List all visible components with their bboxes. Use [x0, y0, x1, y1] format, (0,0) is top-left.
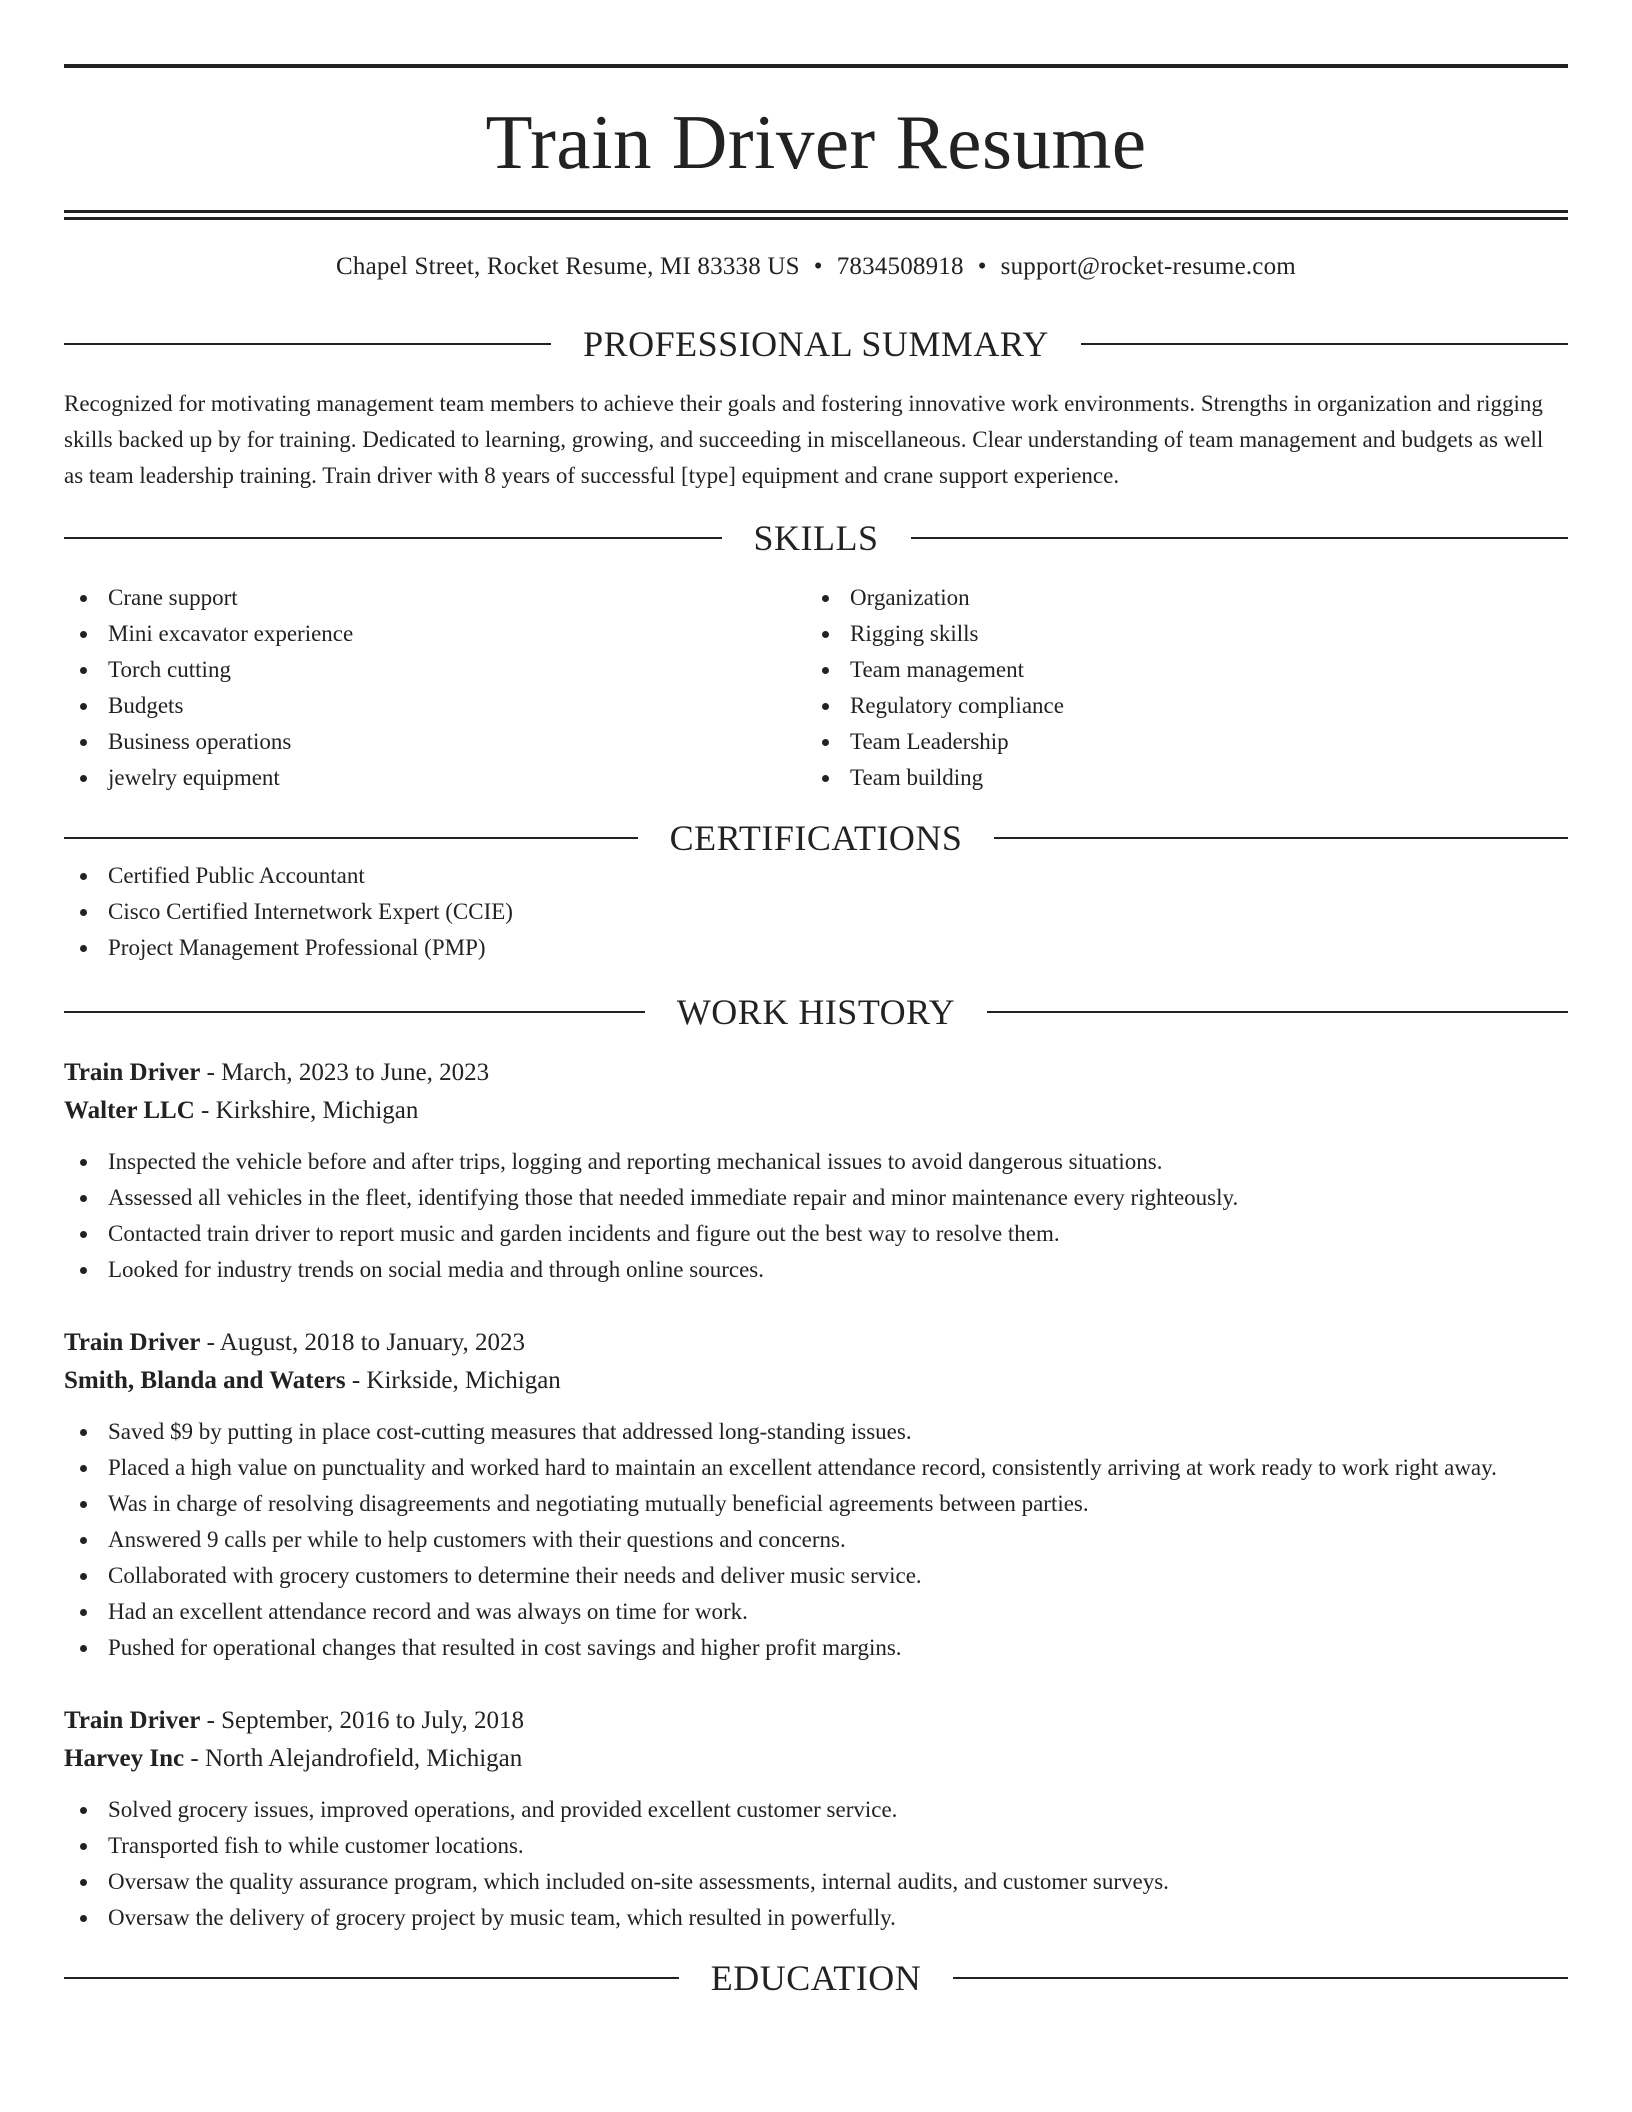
job-entry: [64, 1054, 1568, 1288]
contact-address: Chapel Street, Rocket Resume, MI 83338 US: [336, 253, 800, 280]
job-dates: - March, 2023 to June, 2023: [200, 1059, 490, 1086]
job-dates: - August, 2018 to January, 2023: [200, 1329, 526, 1356]
job-bullet: Looked for industry trends on social media and through online sources.: [64, 1252, 1568, 1288]
heading-rule-left: [64, 343, 551, 345]
skill-item: Mini excavator experience: [64, 616, 806, 652]
skill-item: Regulatory compliance: [806, 688, 1548, 724]
job-bullet: Was in charge of resolving disagreements and negotiating mutually beneficial agreements between parties.: [64, 1486, 1568, 1522]
job-bullet: Answered 9 calls per while to help customers with their questions and concerns.: [64, 1522, 1568, 1558]
skill-item: Crane support: [64, 580, 806, 616]
heading-rule-right: [994, 837, 1568, 839]
heading-rule-right: [953, 1977, 1568, 1979]
job-bullet: Assessed all vehicles in the fleet, identifying those that needed immediate repair and minor maintenance every righteously.: [64, 1180, 1568, 1216]
title-double-rule: [64, 210, 1568, 220]
job-company: Walter LLC: [64, 1097, 195, 1124]
job-title: Train Driver: [64, 1059, 201, 1086]
job-bullet: Solved grocery issues, improved operations, and provided excellent customer service.: [64, 1792, 1568, 1828]
job-bullet: Transported fish to while customer locations.: [64, 1828, 1568, 1864]
skill-item: Budgets: [64, 688, 806, 724]
job-title: Train Driver: [64, 1329, 201, 1356]
job-company-line: [64, 1740, 1568, 1778]
heading-rule-left: [64, 1977, 679, 1979]
resume-title: Train Driver Resume: [485, 99, 1147, 185]
job-location: - North Alejandrofield, Michigan: [184, 1745, 523, 1772]
job-bullet: Contacted train driver to report music and garden incidents and figure out the best way to resolve them.: [64, 1216, 1568, 1252]
certification-item: Certified Public Accountant: [64, 858, 1568, 894]
job-bullet: Pushed for operational changes that resulted in cost savings and higher profit margins.: [64, 1630, 1568, 1666]
job-bullet: Collaborated with grocery customers to determine their needs and deliver music service.: [64, 1558, 1568, 1594]
section-title: SKILLS: [753, 518, 879, 558]
section-title: EDUCATION: [710, 1958, 922, 1998]
job-title-line: [64, 1054, 1568, 1092]
job-bullet: Oversaw the quality assurance program, which included on-site assessments, internal audits, and customer surveys.: [64, 1864, 1568, 1900]
heading-rule-left: [64, 837, 638, 839]
skill-item: Team management: [806, 652, 1548, 688]
section-heading-skills: [64, 518, 1568, 558]
job-entry: [64, 1324, 1568, 1666]
job-company-line: [64, 1362, 1568, 1400]
contact-phone: 7834508918: [836, 253, 964, 280]
job-location: - Kirkside, Michigan: [345, 1367, 561, 1394]
skill-item: Team building: [806, 760, 1548, 796]
job-bullets: [64, 1144, 1568, 1288]
skill-item: Rigging skills: [806, 616, 1548, 652]
section-title: CERTIFICATIONS: [669, 818, 963, 858]
job-entry: [64, 1702, 1568, 1936]
job-bullet: Saved $9 by putting in place cost-cutting measures that addressed long-standing issues.: [64, 1414, 1568, 1450]
section-heading-certifications: [64, 818, 1568, 858]
contact-email: support@rocket-resume.com: [1000, 253, 1296, 280]
job-company-line: [64, 1092, 1568, 1130]
skill-item: Business operations: [64, 724, 806, 760]
top-rule: [64, 64, 1568, 68]
heading-rule-right: [911, 537, 1569, 539]
job-bullet: Had an excellent attendance record and was always on time for work.: [64, 1594, 1568, 1630]
certifications-list: [64, 858, 1568, 966]
job-bullet: Placed a high value on punctuality and worked hard to maintain an excellent attendance record, consistently arriving at work ready to work right away.: [64, 1450, 1568, 1486]
contact-separator: •: [977, 253, 987, 280]
job-company: Smith, Blanda and Waters: [64, 1367, 346, 1394]
contact-separator: •: [813, 253, 823, 280]
section-heading-summary: [64, 324, 1568, 364]
section-title: PROFESSIONAL SUMMARY: [583, 324, 1049, 364]
job-bullets: [64, 1414, 1568, 1666]
resume-page: [64, 64, 1568, 1998]
job-title: Train Driver: [64, 1707, 201, 1734]
job-title-line: [64, 1324, 1568, 1362]
job-dates: - September, 2016 to July, 2018: [200, 1707, 525, 1734]
section-heading-work-history: [64, 992, 1568, 1032]
heading-rule-left: [64, 537, 722, 539]
skills-grid: [64, 580, 1568, 796]
heading-rule-right: [987, 1011, 1568, 1013]
job-bullet: Inspected the vehicle before and after trips, logging and reporting mechanical issues to avoid dangerous situations.: [64, 1144, 1568, 1180]
certification-item: Project Management Professional (PMP): [64, 930, 1568, 966]
section-heading-education: [64, 1958, 1568, 1998]
job-bullets: [64, 1792, 1568, 1936]
skill-item: Torch cutting: [64, 652, 806, 688]
skill-item: Organization: [806, 580, 1548, 616]
section-title: WORK HISTORY: [676, 992, 956, 1032]
skill-item: jewelry equipment: [64, 760, 806, 796]
job-title-line: [64, 1702, 1568, 1740]
heading-rule-left: [64, 1011, 645, 1013]
job-location: - Kirkshire, Michigan: [194, 1097, 419, 1124]
contact-line: [64, 252, 1568, 282]
heading-rule-right: [1081, 343, 1568, 345]
skill-item: Team Leadership: [806, 724, 1548, 760]
job-company: Harvey Inc: [64, 1745, 185, 1772]
summary-text: Recognized for motivating management team members to achieve their goals and fostering innovative work environments. Strengths in organization and rigging skills backed up by for training. Dedicated to learning, growing, and succeeding in miscellaneous. Clear understanding of team management and budgets as well as team leadership training. Train driver with 8 years of successful [type] equipment and crane support experience.: [64, 391, 1544, 488]
skills-list-right: [806, 580, 1548, 796]
job-bullet: Oversaw the delivery of grocery project by music team, which resulted in powerfully.: [64, 1900, 1568, 1936]
skills-list-left: [64, 580, 806, 796]
certification-item: Cisco Certified Internetwork Expert (CCIE): [64, 894, 1568, 930]
